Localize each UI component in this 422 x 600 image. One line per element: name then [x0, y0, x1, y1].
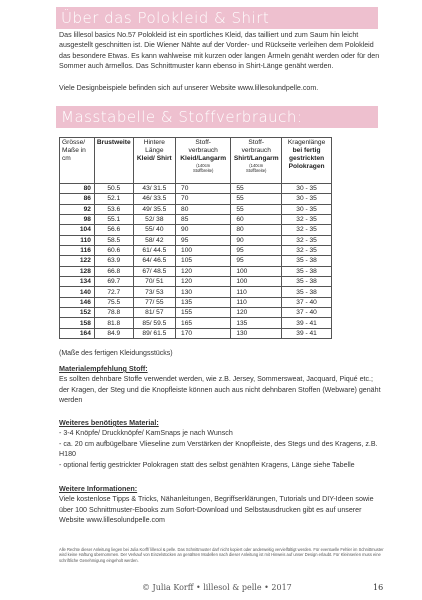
- table-cell: 77/ 55: [133, 297, 175, 307]
- table-cell: 95: [231, 246, 282, 256]
- table-cell: 58/ 42: [133, 235, 175, 245]
- additional-material-heading: Weiteres benötigtes Material:: [59, 418, 159, 427]
- table-cell: 80: [176, 204, 231, 214]
- table-cell: 140: [60, 287, 95, 297]
- header-collar-line4: Polokragen: [288, 163, 325, 170]
- more-info-heading: Weitere Informationen:: [59, 484, 138, 493]
- table-cell: 155: [176, 308, 231, 318]
- table-cell: 32 - 35: [282, 225, 332, 235]
- table-cell: 60.6: [94, 246, 133, 256]
- table-cell: 39 - 41: [282, 318, 332, 328]
- table-cell: 134: [60, 277, 95, 287]
- fabric-recommendation-heading: Materialempfehlung Stoff:: [59, 364, 148, 373]
- header-shirt-line3: Shirt/Langarm: [233, 155, 279, 162]
- header-collar-line1: Kragenlänge: [287, 139, 326, 146]
- table-cell: 128: [60, 266, 95, 276]
- table-cell: 104: [60, 225, 95, 235]
- table-cell: 120: [176, 277, 231, 287]
- table-cell: 35 - 38: [282, 277, 332, 287]
- header-back-line1: Hintere: [143, 139, 165, 146]
- header-chest: [94, 138, 133, 184]
- table-cell: 110: [231, 287, 282, 297]
- table-cell: 46/ 33.5: [133, 194, 175, 204]
- size-table-body: [60, 184, 332, 339]
- table-row: [60, 204, 332, 214]
- table-row: [60, 256, 332, 266]
- table-cell: 135: [231, 318, 282, 328]
- table-row: [60, 328, 332, 338]
- table-cell: 70: [176, 194, 231, 204]
- fabric-recommendation-section: [59, 364, 384, 406]
- table-cell: 120: [176, 266, 231, 276]
- header-dress-line1: Stoff-: [195, 139, 211, 146]
- legal-notice: Alle Rechte dieser Anleitung liegen bei Julia Korff/ lillesol & pelle. Das Schnittmuster darf nicht kopiert oder anderweitig vervielfältigt werden. Für eventuelle Fehler im Schnittmuster wird keine Haftung übernommen. Der Verkauf von Einzelstücken an genähten Modellen nach dieser Anleitung ist mit Hinweis auf unser Design erlaubt. Für Kleinserien muss eine schriftliche Genehmigung eingeholt werden.: [59, 547, 384, 563]
- header-back-line2: Länge: [145, 147, 164, 154]
- fabric-recommendation-text: Es sollten dehnbare Stoffe verwendet werden, wie z.B. Jersey, Sommersweat, Jacquard, Piqué etc.; der Kragen, der Steg und die Knopfleiste können auch aus nicht dehnbaren Stoffen (Webware) genäht werden: [59, 375, 381, 405]
- table-cell: 39 - 41: [282, 328, 332, 338]
- banner-title-size-chart: Masstabelle & Stoffverbrauch:: [61, 108, 303, 126]
- size-table-header-row: [60, 138, 332, 184]
- table-row: [60, 184, 332, 194]
- table-row: [60, 308, 332, 318]
- more-info-section: [59, 484, 384, 526]
- table-cell: 61/ 44.5: [133, 246, 175, 256]
- table-cell: 105: [176, 256, 231, 266]
- table-cell: 63.9: [94, 256, 133, 266]
- table-note: (Maße des fertigen Kleidungsstücks): [59, 350, 173, 357]
- table-cell: 60: [231, 215, 282, 225]
- table-cell: 55: [231, 184, 282, 194]
- header-fabric-shirt: [231, 138, 282, 184]
- table-cell: 95: [176, 235, 231, 245]
- header-shirt-line1: Stoff-: [248, 139, 265, 146]
- table-cell: 158: [60, 318, 95, 328]
- table-cell: 56.6: [94, 225, 133, 235]
- table-cell: 90: [231, 235, 282, 245]
- header-collar-line3: gestrickten: [288, 155, 325, 162]
- section-banner-size-chart: [56, 106, 378, 128]
- table-cell: 100: [231, 266, 282, 276]
- table-cell: 135: [176, 297, 231, 307]
- header-collar-length: [282, 138, 332, 184]
- design-examples-paragraph: Viele Designbeispiele befinden sich auf unserer Website www.lillesolundpelle.com.: [59, 84, 319, 92]
- table-cell: 37 - 40: [282, 308, 332, 318]
- table-row: [60, 215, 332, 225]
- table-cell: 122: [60, 256, 95, 266]
- table-cell: 100: [176, 246, 231, 256]
- table-cell: 110: [231, 297, 282, 307]
- header-size-line1: Grösse/: [62, 139, 86, 146]
- table-row: [60, 277, 332, 287]
- table-cell: 32 - 35: [282, 235, 332, 245]
- header-fabric-dress: [176, 138, 231, 184]
- table-cell: 85/ 59.5: [133, 318, 175, 328]
- table-cell: 43/ 31.5: [133, 184, 175, 194]
- header-dress-note-line2: Stoffbreite): [192, 168, 214, 173]
- table-cell: 52/ 38: [133, 215, 175, 225]
- header-dress-note-line1: (140cm: [196, 163, 211, 168]
- material-item: - optional fertig gestrickter Polokragen statt des selbst genähten Kragens, Länge siehe Tabelle: [59, 460, 355, 469]
- table-cell: 30 - 35: [282, 194, 332, 204]
- table-cell: 49/ 35.5: [133, 204, 175, 214]
- banner-title-about: Über das Polokleid & Shirt: [61, 9, 270, 27]
- table-cell: 53.6: [94, 204, 133, 214]
- table-row: [60, 235, 332, 245]
- size-table: [59, 137, 332, 339]
- table-cell: 95: [231, 256, 282, 266]
- table-cell: 69.7: [94, 277, 133, 287]
- header-shirt-line2: verbrauch: [241, 147, 271, 154]
- table-cell: 80: [60, 184, 95, 194]
- table-cell: 70/ 51: [133, 277, 175, 287]
- header-size-line3: cm: [62, 155, 71, 162]
- table-cell: 80: [231, 225, 282, 235]
- table-cell: 66.8: [94, 266, 133, 276]
- intro-paragraph: Das lillesol basics No.57 Polokleid ist ein sportliches Kleid, das tailliert und zum Saum hin leicht ausgestellt geschnitten ist. Die Wiener Nähte auf der Vorder- und Rückseite verleihen dem Polokleid das besondere Etwas. Es kann wahlweise mit kurzen oder langen Ärmeln genäht werden oder für den Sommer auch ärmellos. Das Schnittmuster kann ebenso in Shirt-Länge genäht werden.: [59, 31, 380, 71]
- header-dress-line2: verbrauch: [188, 147, 218, 154]
- table-cell: 100: [231, 277, 282, 287]
- table-cell: 130: [176, 287, 231, 297]
- table-row: [60, 318, 332, 328]
- table-cell: 92: [60, 204, 95, 214]
- table-cell: 165: [176, 318, 231, 328]
- table-cell: 55/ 40: [133, 225, 175, 235]
- table-row: [60, 246, 332, 256]
- table-cell: 84.9: [94, 328, 133, 338]
- table-row: [60, 297, 332, 307]
- table-cell: 55: [231, 204, 282, 214]
- table-cell: 37 - 40: [282, 297, 332, 307]
- table-cell: 35 - 38: [282, 266, 332, 276]
- table-row: [60, 287, 332, 297]
- table-cell: 146: [60, 297, 95, 307]
- table-cell: 85: [176, 215, 231, 225]
- material-item: - ca. 20 cm aufbügelbare Vlieseline zum Verstärken der Knopfleiste, des Stegs und des Kragens, z.B. H180: [59, 439, 378, 459]
- header-size-line2: Maße in: [62, 147, 86, 154]
- table-cell: 110: [60, 235, 95, 245]
- table-cell: 152: [60, 308, 95, 318]
- table-cell: 78.8: [94, 308, 133, 318]
- table-cell: 55.1: [94, 215, 133, 225]
- table-row: [60, 194, 332, 204]
- header-collar-line2: bei fertig: [292, 147, 321, 154]
- section-banner-about: [56, 7, 378, 29]
- table-cell: 89/ 61.5: [133, 328, 175, 338]
- table-cell: 30 - 35: [282, 204, 332, 214]
- table-cell: 50.5: [94, 184, 133, 194]
- page-number: 16: [373, 583, 384, 592]
- table-cell: 35 - 38: [282, 256, 332, 266]
- table-cell: 98: [60, 215, 95, 225]
- header-size: [60, 138, 95, 184]
- table-cell: 35 - 38: [282, 287, 332, 297]
- table-cell: 70: [176, 184, 231, 194]
- table-cell: 32 - 35: [282, 246, 332, 256]
- header-dress-line3: Kleid/Langarm: [180, 155, 227, 162]
- table-cell: 116: [60, 246, 95, 256]
- table-cell: 75.5: [94, 297, 133, 307]
- table-cell: 86: [60, 194, 95, 204]
- table-cell: 90: [176, 225, 231, 235]
- table-cell: 81.8: [94, 318, 133, 328]
- material-item: - 3-4 Knöpfe/ Druckknöpfe/ KamSnaps je nach Wunsch: [59, 429, 233, 438]
- table-cell: 32 - 35: [282, 215, 332, 225]
- header-shirt-note-line1: (140cm: [249, 163, 264, 168]
- header-back-line3: Kleid/ Shirt: [136, 155, 172, 162]
- table-row: [60, 266, 332, 276]
- table-cell: 55: [231, 194, 282, 204]
- table-cell: 30 - 35: [282, 184, 332, 194]
- table-cell: 120: [231, 308, 282, 318]
- header-chest-label: Brustweite: [96, 139, 131, 146]
- footer-brand: © Julia Korff • lillesol & pelle • 2017: [142, 583, 292, 592]
- table-cell: 170: [176, 328, 231, 338]
- table-cell: 130: [231, 328, 282, 338]
- table-cell: 73/ 53: [133, 287, 175, 297]
- header-back-length: [133, 138, 175, 184]
- table-cell: 67/ 48.5: [133, 266, 175, 276]
- table-cell: 64/ 46.5: [133, 256, 175, 266]
- additional-material-section: [59, 418, 384, 470]
- table-cell: 58.5: [94, 235, 133, 245]
- table-cell: 81/ 57: [133, 308, 175, 318]
- header-shirt-note-line2: Stoffbreite): [246, 168, 267, 173]
- table-row: [60, 225, 332, 235]
- more-info-text: Viele kostenlose Tipps & Tricks, Nähanleitungen, Begriffserklärungen, Tutorials und DIY-Ideen sowie über 100 Schnittmuster-Ebooks zum Sofort-Download und Selbstausdrucken gibt es auf unserer Website www.lillesolundpelle.com: [59, 495, 374, 525]
- table-cell: 52.1: [94, 194, 133, 204]
- table-cell: 72.7: [94, 287, 133, 297]
- table-cell: 164: [60, 328, 95, 338]
